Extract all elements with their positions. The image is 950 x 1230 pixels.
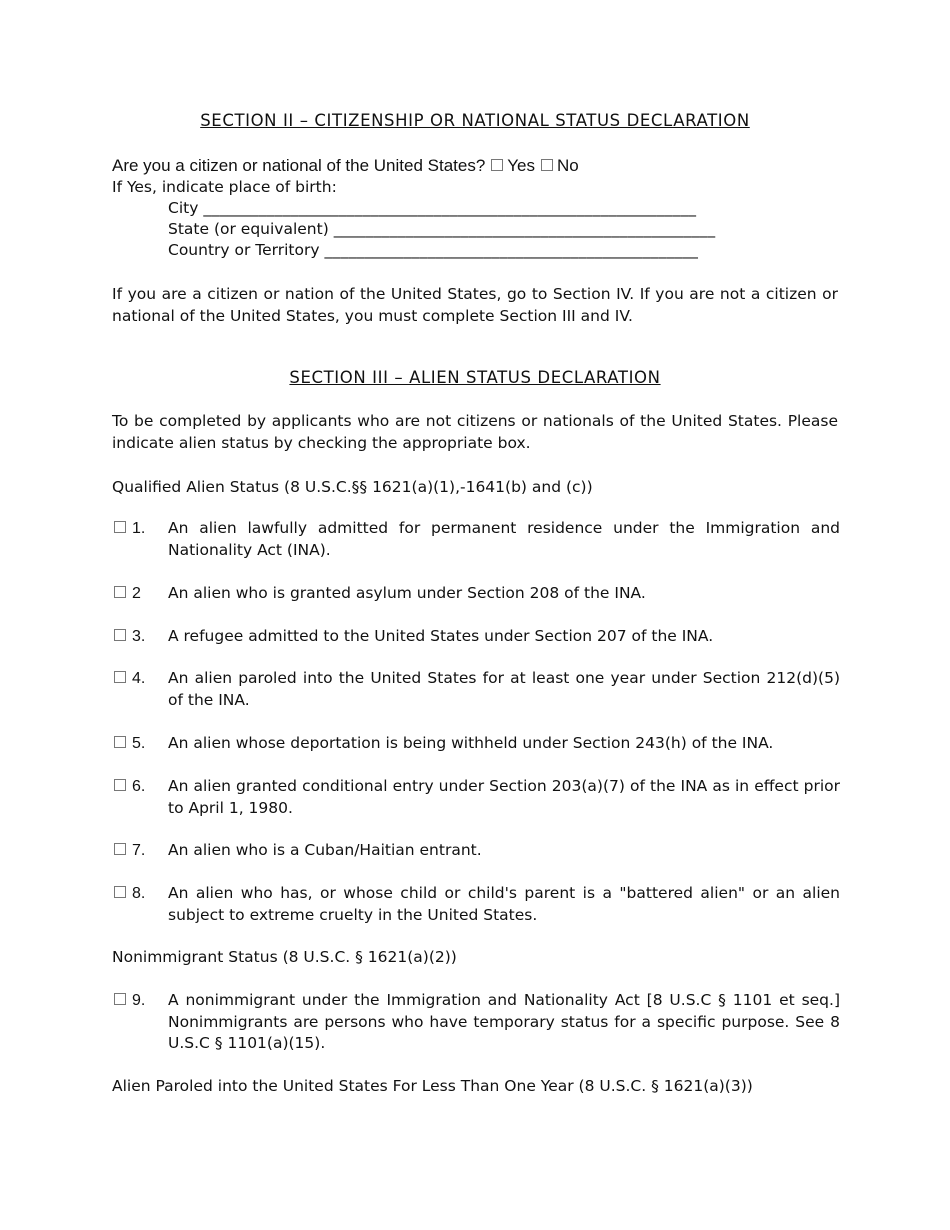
status-checkbox-9[interactable] — [114, 993, 126, 1005]
status-checkbox-3[interactable] — [114, 629, 126, 641]
status-item-number — [112, 990, 162, 1012]
item-3-number: 3. — [132, 628, 146, 645]
status-checkbox-7[interactable] — [114, 843, 126, 855]
item-8-number: 8. — [132, 885, 146, 902]
status-item-2 — [112, 583, 840, 605]
no-checkbox[interactable] — [541, 159, 553, 171]
status-checkbox-5[interactable] — [114, 736, 126, 748]
item-5-number: 5. — [132, 735, 146, 752]
section-2-heading: SECTION II – CITIZENSHIP OR NATIONAL STATUS DECLARATION — [200, 111, 750, 130]
yes-checkbox[interactable] — [491, 159, 503, 171]
country-field[interactable] — [168, 240, 698, 261]
status-item-text: An alien paroled into the United States for at least one year under Section 212(d)(5) of the INA. — [168, 669, 840, 709]
status-item-4 — [112, 668, 840, 711]
status-item-7 — [112, 840, 840, 862]
status-item-text: A nonimmigrant under the Immigration and Nationality Act [8 U.S.C § 1101 et seq.] Nonimmigrants are persons who have temporary status for a specific purpose. See 8 U.S.C § 1101(a)(15). — [168, 991, 840, 1052]
status-checkbox-1[interactable] — [114, 521, 126, 533]
status-item-5 — [112, 733, 840, 755]
country-label: Country or Territory — [168, 241, 320, 259]
status-item-text: A refugee admitted to the United States under Section 207 of the INA. — [168, 627, 714, 645]
paroled-heading: Alien Paroled into the United States For Less Than One Year (8 U.S.C. § 1621(a)(3)) — [112, 1077, 753, 1095]
section-2-instruction: If you are a citizen or nation of the United States, go to Section IV. If you are not a citizen or national of the United States, you must complete Section III and IV. — [112, 285, 838, 325]
state-field[interactable] — [168, 219, 715, 240]
qualified-alien-heading: Qualified Alien Status (8 U.S.C.§§ 1621(a)(1),-1641(b) and (c)) — [112, 478, 593, 496]
status-item-text: An alien whose deportation is being withheld under Section 243(h) of the INA. — [168, 734, 774, 752]
citizenship-question — [112, 155, 579, 176]
status-item-number — [112, 583, 162, 605]
yes-label: Yes — [507, 156, 536, 175]
status-item-text: An alien lawfully admitted for permanent residence under the Immigration and Nationality Act (INA). — [168, 519, 840, 559]
state-blank-line[interactable]: ________________________________________________ — [333, 220, 716, 238]
status-checkbox-6[interactable] — [114, 779, 126, 791]
item-7-number: 7. — [132, 842, 146, 859]
item-6-number: 6. — [132, 778, 146, 795]
status-item-6 — [112, 776, 840, 819]
status-item-number — [112, 626, 162, 648]
item-1-number: 1. — [132, 520, 146, 537]
status-item-number — [112, 776, 162, 798]
city-field[interactable] — [168, 198, 696, 219]
status-item-number — [112, 518, 162, 540]
country-blank-line[interactable]: _______________________________________________ — [324, 241, 699, 259]
nonimmigrant-heading: Nonimmigrant Status (8 U.S.C. § 1621(a)(2)) — [112, 948, 457, 966]
section-3-intro: To be completed by applicants who are not citizens or nationals of the United States. Please indicate alien status by checking the appropriate box. — [112, 412, 838, 452]
status-item-8 — [112, 883, 840, 926]
status-checkbox-8[interactable] — [114, 886, 126, 898]
city-blank-line[interactable]: ______________________________________________________________ — [203, 199, 697, 217]
status-item-number — [112, 883, 162, 905]
status-item-number — [112, 733, 162, 755]
status-item-number — [112, 840, 162, 862]
city-label: City — [168, 199, 199, 217]
status-item-text: An alien who has, or whose child or child's parent is a "battered alien" or an alien subject to extreme cruelty in the United States. — [168, 884, 840, 924]
status-item-text: An alien who is granted asylum under Section 208 of the INA. — [168, 584, 646, 602]
state-label: State (or equivalent) — [168, 220, 329, 238]
status-checkbox-2[interactable] — [114, 586, 126, 598]
status-item-9 — [112, 990, 840, 1055]
no-label: No — [557, 156, 579, 175]
item-4-number: 4. — [132, 670, 146, 687]
status-item-3 — [112, 626, 840, 648]
item-9-number: 9. — [132, 992, 146, 1009]
status-item-1 — [112, 518, 840, 561]
status-item-text: An alien granted conditional entry under Section 203(a)(7) of the INA as in effect prior to April 1, 1980. — [168, 777, 840, 817]
section-3-heading: SECTION III – ALIEN STATUS DECLARATION — [289, 368, 661, 387]
status-item-text: An alien who is a Cuban/Haitian entrant. — [168, 841, 482, 859]
status-checkbox-4[interactable] — [114, 671, 126, 683]
citizenship-question-text: Are you a citizen or national of the United States? — [112, 156, 486, 175]
birth-prompt: If Yes, indicate place of birth: — [112, 178, 337, 196]
item-2-number: 2 — [132, 585, 141, 602]
status-item-number — [112, 668, 162, 690]
